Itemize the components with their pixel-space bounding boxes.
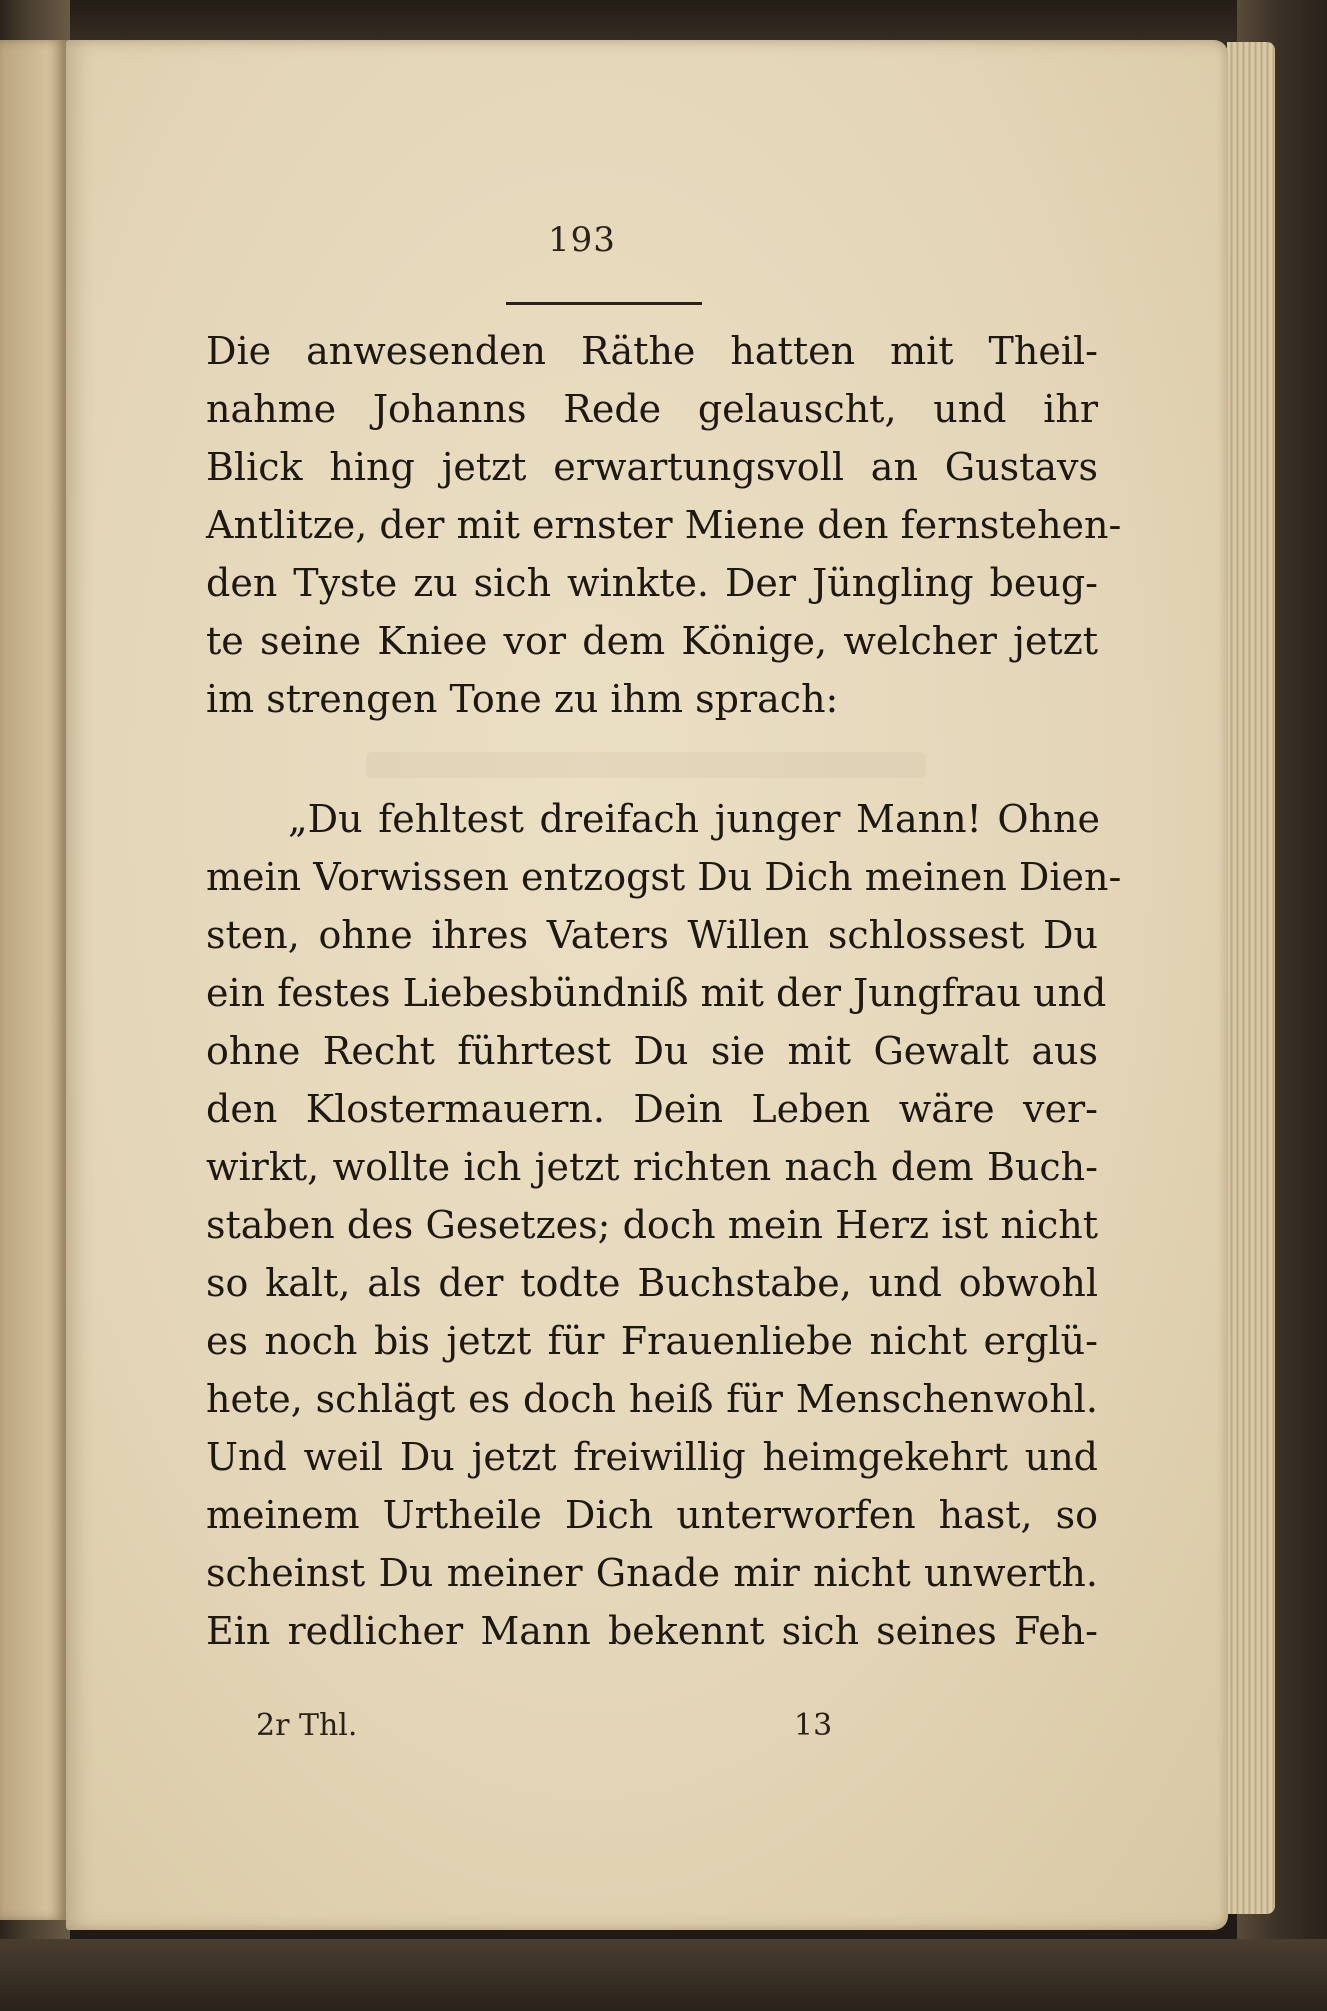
text-line: es noch bis jetzt für Frauenliebe nicht erglü- <box>206 1319 1098 1363</box>
text-line: Und weil Du jetzt freiwillig heimgekehrt und <box>206 1435 1098 1479</box>
signature-number: 13 <box>794 1708 833 1743</box>
text-line: ohne Recht führtest Du sie mit Gewalt aus <box>206 1029 1098 1073</box>
text-line: Antlitze, der mit ernster Miene den fernstehen- <box>206 503 1122 547</box>
text-line: im strengen Tone zu ihm sprach: <box>206 677 839 721</box>
text-line: den Klostermauern. Dein Leben wäre ver- <box>206 1087 1098 1131</box>
text-line: staben des Gesetzes; doch mein Herz ist nicht <box>206 1203 1098 1247</box>
text-line: hete, schlägt es doch heiß für Menschenwohl. <box>206 1377 1098 1421</box>
text-line: scheinst Du meiner Gnade mir nicht unwerth. <box>206 1551 1098 1595</box>
book-page <box>66 40 1228 1930</box>
text-line: sten, ohne ihres Vaters Willen schlossest Du <box>206 913 1098 957</box>
facing-page-edge <box>0 40 68 1920</box>
text-line: Ein redlicher Mann bekennt sich seines Feh- <box>206 1609 1098 1653</box>
text-line: so kalt, als der todte Buchstabe, und obwohl <box>206 1261 1098 1305</box>
text-line: nahme Johanns Rede gelauscht, und ihr <box>206 387 1098 431</box>
text-line: „Du fehltest dreifach junger Mann! Ohne <box>288 797 1100 841</box>
page-number: 193 <box>548 220 616 260</box>
text-line: wirkt, wollte ich jetzt richten nach dem Buch- <box>206 1145 1098 1189</box>
text-line: meinem Urtheile Dich unterworfen hast, so <box>206 1493 1098 1537</box>
text-line: mein Vorwissen entzogst Du Dich meinen Dien- <box>206 855 1122 899</box>
signature-mark: 2r Thl. <box>256 1708 358 1743</box>
text-line: ein festes Liebesbündniß mit der Jungfrau und <box>206 971 1107 1015</box>
book-cover-bottom <box>0 1939 1327 2011</box>
header-rule <box>506 302 702 305</box>
text-line: Blick hing jetzt erwartungsvoll an Gustavs <box>206 445 1098 489</box>
show-through-text <box>366 752 926 778</box>
page-stack-edges <box>1227 42 1275 1914</box>
text-line: te seine Kniee vor dem Könige, welcher jetzt <box>206 619 1098 663</box>
text-line: den Tyste zu sich winkte. Der Jüngling beug- <box>206 561 1098 605</box>
text-line: Die anwesenden Räthe hatten mit Theil- <box>206 329 1098 373</box>
